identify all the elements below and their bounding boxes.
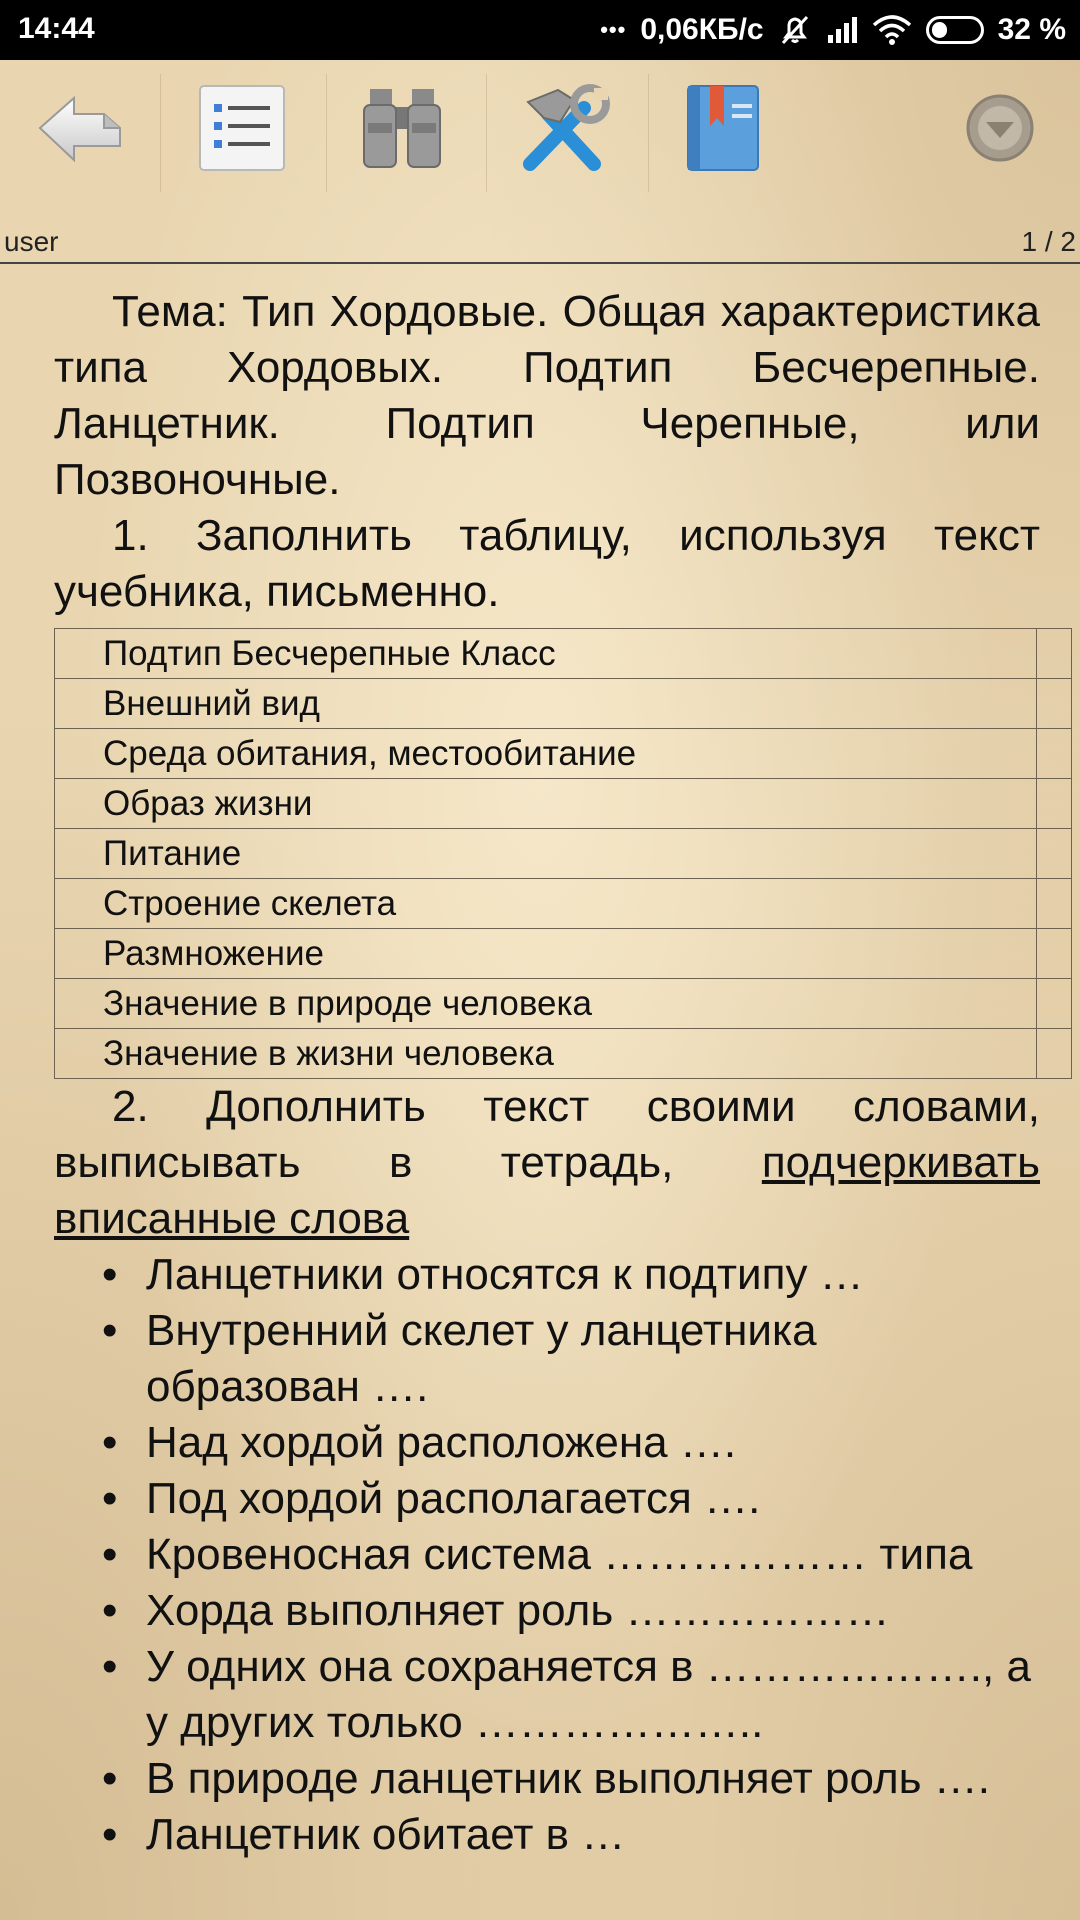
list-item-text: Над хордой расположена …. [146, 1418, 737, 1467]
table-cell-empty [1037, 829, 1072, 879]
list-item [54, 1583, 1040, 1639]
battery-icon [926, 16, 984, 44]
list-item-text: Кровеносная система ……………… типа [146, 1530, 973, 1579]
list-item-text: Хорда выполняет роль ……………… [146, 1586, 890, 1635]
bullet-icon: • [102, 1586, 118, 1635]
signal-icon [826, 15, 858, 45]
bullet-icon: • [102, 1306, 118, 1355]
list-item [54, 1751, 1040, 1807]
document-content [54, 284, 1040, 1863]
list-item-text: У одних она сохраняется в ………………., а у других только ……………….. [146, 1642, 1031, 1747]
table-cell-empty [1037, 929, 1072, 979]
task-2-text [54, 1079, 1040, 1247]
bullet-list [54, 1247, 1040, 1863]
header-rule [0, 262, 1080, 264]
table-cell-label: Внешний вид [55, 679, 1037, 729]
toolbar-divider [326, 74, 327, 192]
toolbar-divider [648, 74, 649, 192]
table-cell-label: Значение в природе человека [55, 979, 1037, 1029]
list-item [54, 1807, 1040, 1863]
document-title: Тема: Тип Хордовые. Общая характеристика типа Хордовых. Подтип Бесчерепные. Ланцетник. Подтип Черепные, или Позвоночные. [54, 287, 1040, 504]
battery-percent: 32 % [997, 13, 1066, 46]
table-cell-empty [1037, 679, 1072, 729]
wifi-icon [872, 15, 912, 45]
table-cell-label: Питание [55, 829, 1037, 879]
settings-button[interactable] [502, 80, 622, 180]
dropdown-menu-icon [962, 90, 1038, 170]
list-item-text: Ланцетники относятся к подтипу … [146, 1250, 864, 1299]
bullet-icon: • [102, 1418, 118, 1467]
list-item [54, 1247, 1040, 1303]
contents-button[interactable] [182, 80, 302, 180]
bookmarks-button[interactable] [662, 80, 782, 180]
table-row [55, 679, 1072, 729]
table-row [55, 979, 1072, 1029]
clock: 14:44 [18, 12, 95, 45]
tools-settings-icon [514, 82, 610, 178]
list-item [54, 1639, 1040, 1751]
table-row [55, 779, 1072, 829]
bullet-icon: • [102, 1474, 118, 1523]
table-cell-empty [1037, 1029, 1072, 1079]
document-header [0, 224, 1080, 264]
list-item [54, 1303, 1040, 1415]
binoculars-search-icon [356, 83, 448, 177]
list-item [54, 1527, 1040, 1583]
page-indicator: 1 / 2 [1021, 226, 1076, 257]
status-bar [0, 0, 1080, 60]
bookmark-book-icon [680, 82, 764, 178]
back-arrow-icon [34, 88, 130, 172]
bullet-icon: • [102, 1530, 118, 1579]
task-2-underlined: подчеркивать вписанные слова [54, 1138, 1040, 1243]
table-cell-empty [1037, 879, 1072, 929]
menu-dropdown-button[interactable] [940, 80, 1060, 180]
table-cell-empty [1037, 629, 1072, 679]
list-item-text: В природе ланцетник выполняет роль …. [146, 1754, 990, 1803]
table-cell-label: Среда обитания, местообитание [55, 729, 1037, 779]
author-label: user [4, 226, 59, 257]
table-cell-label: Строение скелета [55, 879, 1037, 929]
list-item-text: Под хордой располагается …. [146, 1474, 761, 1523]
table-cell-empty [1037, 779, 1072, 829]
fill-in-table [54, 628, 1072, 1079]
task-1-text: 1. Заполнить таблицу, используя текст учебника, письменно. [54, 511, 1040, 616]
toolbar-divider [486, 74, 487, 192]
network-speed: 0,06КБ/с [640, 13, 764, 46]
more-notifications-icon: ••• [600, 17, 627, 42]
table-of-contents-icon [194, 82, 290, 178]
table-row [55, 729, 1072, 779]
reader-toolbar [0, 60, 1080, 204]
bullet-icon: • [102, 1810, 118, 1859]
table-row [55, 829, 1072, 879]
back-button[interactable] [22, 80, 142, 180]
list-item [54, 1471, 1040, 1527]
list-item-text: Ланцетник обитает в … [146, 1810, 626, 1859]
table-cell-label: Размножение [55, 929, 1037, 979]
table-cell-label: Образ жизни [55, 779, 1037, 829]
table-row [55, 929, 1072, 979]
search-button[interactable] [342, 80, 462, 180]
task-2-instruction: 2. Дополнить текст своими словами, выписывать в тетрадь, [54, 1082, 1040, 1187]
list-item [54, 1415, 1040, 1471]
table-row [55, 879, 1072, 929]
table-cell-empty [1037, 729, 1072, 779]
toolbar-divider [160, 74, 161, 192]
table-cell-label: Подтип Бесчерепные Класс [55, 629, 1037, 679]
bullet-icon: • [102, 1250, 118, 1299]
bullet-icon: • [102, 1754, 118, 1803]
table-row [55, 629, 1072, 679]
table-cell-empty [1037, 979, 1072, 1029]
bullet-icon: • [102, 1642, 118, 1691]
list-item-text: Внутренний скелет у ланцетника образован …. [146, 1306, 817, 1411]
table-row [55, 1029, 1072, 1079]
muted-alarm-icon [778, 13, 812, 47]
table-cell-label: Значение в жизни человека [55, 1029, 1037, 1079]
